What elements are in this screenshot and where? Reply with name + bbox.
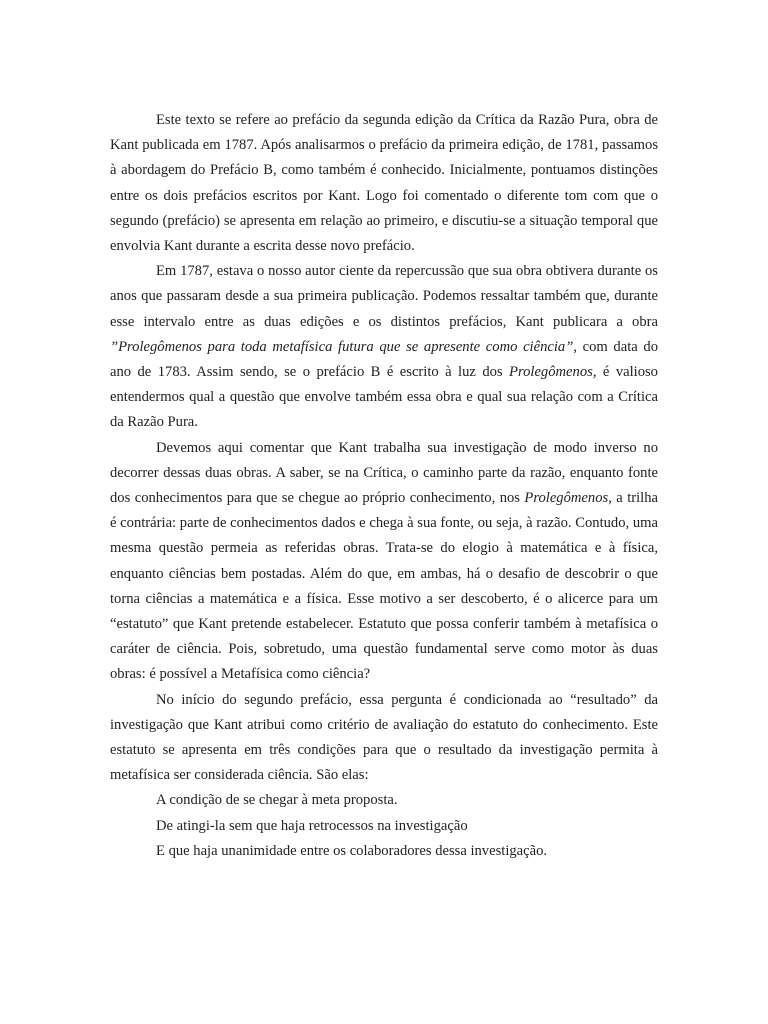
paragraph-2-text-b: , com data do ano de 1783. Assim sendo, se o prefácio B é escrito à luz dos [110,338,658,381]
paragraph-1 [110,108,658,259]
condition-item: A condição de se chegar à meta proposta. [156,792,398,809]
condition-item: De atingi-la sem que haja retrocessos na investigação [156,817,468,834]
book-title-prolegomenos: ”Prolegômenos para toda metafísica futura que se apresente como ciência” [110,338,574,355]
paragraph-4 [110,688,658,789]
book-reference-prolegomenos: Prolegômenos [509,364,593,381]
condition-item: E que haja unanimidade entre os colaboradores dessa investigação. [156,842,548,859]
paragraph-2-text-a: Em 1787, estava o nosso autor ciente da repercussão que sua obra obtivera durante os anos que passaram desde a sua primeira publicação. Podemos ressaltar também que, durante esse intervalo entre as duas edições e os distintos prefácios, Kant publicara a obra [110,263,658,330]
paragraph-4-text: No início do segundo prefácio, essa pergunta é condicionada ao “resultado” da investigação que Kant atribui como critério de avaliação do estatuto do conhecimento. Este estatuto se apresenta em três condições para que o resultado da investigação permita à metafísica ser considerada ciência. São elas: [110,691,658,784]
document-body [110,108,658,864]
paragraph-1-text: Este texto se refere ao prefácio da segunda edição da Crítica da Razão Pura, obra de Kant publicada em 1787. Após analisarmos o prefácio da primeira edição, de 1781, passamos à abordagem do Prefácio B, como também é conhecido. Inicialmente, pontuamos distinções entre os dois prefácios escritos por Kant. Logo foi comentado o diferente tom com que o segundo (prefácio) se apresenta em relação ao primeiro, e discutiu-se a situação temporal que envolvia Kant durante a escrita desse novo prefácio. [110,112,658,255]
paragraph-2-text-c: , é valioso entendermos qual a questão que envolve também essa obra e qual sua relação com a Crítica da Razão Pura. [110,364,658,431]
paragraph-3-text-b: , a trilha é contrária: parte de conhecimentos dados e chega à sua fonte, ou seja, à razão. Contudo, uma mesma questão permeia as referidas obras. Trata-se do elogio à matemática e à física, enquanto ciências bem postadas. Além do que, em ambas, há o desafio de descobrir o que torna ciências a matemática e a física. Esse motivo a ser descoberto, é o alicerce para um “estatuto” que Kant pretende estabelecer. Estatuto que possa conferir também à metafísica o caráter de ciência. Pois, sobretudo, uma questão fundamental serve como motor às duas obras: é possível a Metafísica como ciência? [110,490,658,683]
paragraph-2 [110,259,658,435]
paragraph-3 [110,436,658,688]
paragraph-3-text-a: Devemos aqui comentar que Kant trabalha sua investigação de modo inverso no decorrer dessas duas obras. A saber, se na Crítica, o caminho parte da razão, enquanto fonte dos conhecimentos para que se chegue ao próprio conhecimento, nos [110,439,658,507]
book-reference-prolegomenos: Prolegômenos [524,490,609,507]
